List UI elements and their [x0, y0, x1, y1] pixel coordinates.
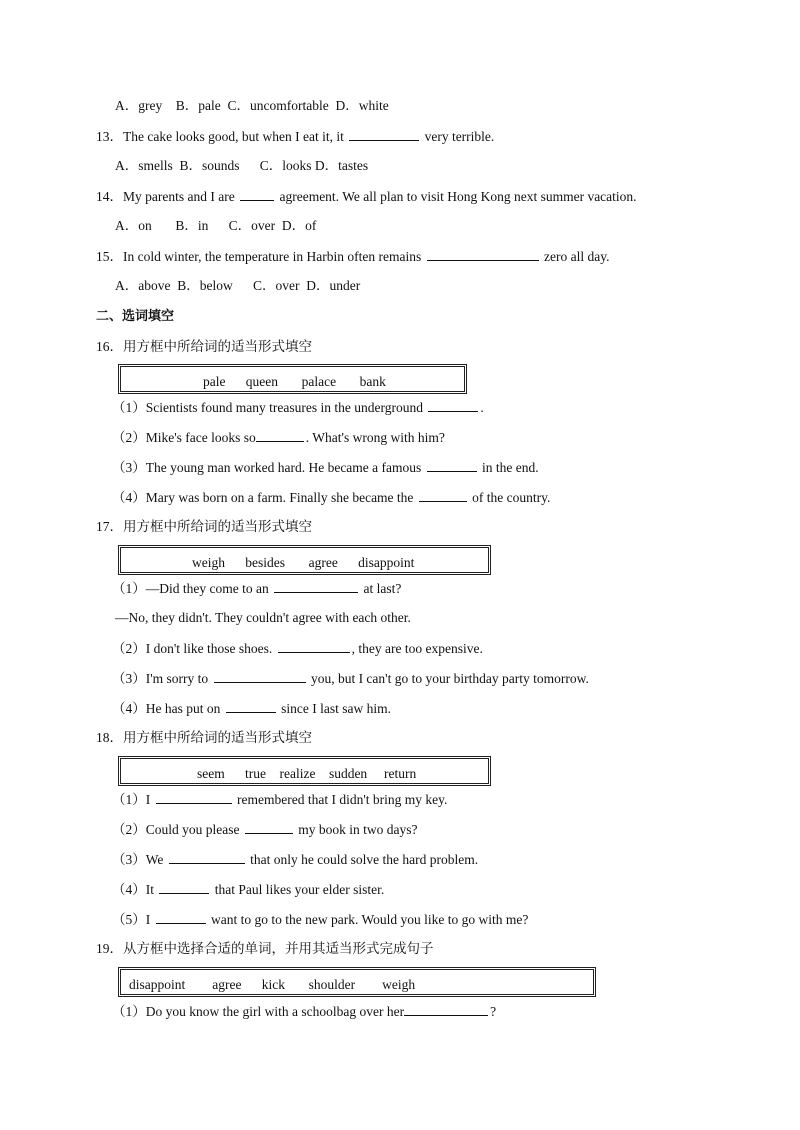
item-text-before: （1）Do you know the girl with a schoolbag over her	[112, 1004, 405, 1019]
q18-item	[112, 850, 478, 869]
q17-item	[112, 639, 483, 658]
q18-word-box	[118, 756, 491, 786]
q13-blank[interactable]	[349, 127, 419, 141]
q13-options: A．smells B．sounds C．looks D．tastes	[115, 158, 369, 173]
item-text-before: （4）He has put on	[112, 701, 224, 716]
item-text-after: , they are too expensive.	[351, 641, 483, 656]
answer-blank[interactable]	[404, 1002, 488, 1016]
answer-blank[interactable]	[428, 398, 478, 412]
item-text-before: （1）—Did they come to an	[112, 581, 273, 596]
item-text-after: my book in two days?	[294, 822, 418, 837]
q19-instruction	[96, 940, 434, 958]
item-text-after: remembered that I didn't bring my key.	[233, 792, 448, 807]
q18-number: 18．	[96, 730, 123, 745]
answer-blank[interactable]	[156, 910, 206, 924]
item-text-after: at last?	[360, 581, 402, 596]
item-text-before: （2）Could you please	[112, 822, 243, 837]
q13-question	[96, 127, 494, 146]
answer-blank[interactable]	[245, 820, 293, 834]
q15-question	[96, 247, 609, 266]
item-text-before: （2）I don't like those shoes.	[112, 641, 276, 656]
q18-item	[112, 820, 418, 839]
q16-item	[112, 428, 445, 447]
q17-item	[112, 579, 401, 598]
answer-blank[interactable]	[159, 880, 209, 894]
q16-instruction-text: 用方框中所给词的适当形式填空	[123, 339, 312, 354]
q19-number: 19．	[96, 941, 123, 956]
item-text-before: （1）Scientists found many treasures in the underground	[112, 400, 427, 415]
q19-instruction-text: 从方框中选择合适的单词，并用其适当形式完成句子	[123, 941, 434, 956]
q19-word-list: disappoint agree kick shoulder weigh	[129, 977, 416, 992]
q17-item	[115, 609, 411, 627]
q14-number: 14．	[96, 189, 123, 204]
item-text-before: （3）We	[112, 852, 167, 867]
q13-text-after: very terrible.	[421, 129, 495, 144]
q14-text-before: My parents and I are	[123, 189, 239, 204]
q16-item	[112, 488, 550, 507]
item-text-after: since I last saw him.	[277, 701, 391, 716]
item-text: —No, they didn't. They couldn't agree with each other.	[115, 610, 411, 625]
q14-question	[96, 187, 637, 206]
q18-instruction-text: 用方框中所给词的适当形式填空	[123, 730, 312, 745]
q14-text-after: agreement. We all plan to visit Hong Kong next summer vacation.	[276, 189, 637, 204]
q17-number: 17．	[96, 519, 123, 534]
q15-blank[interactable]	[427, 247, 539, 261]
q16-number: 16．	[96, 339, 123, 354]
q17-word-list: weigh besides agree disappoint	[192, 555, 415, 570]
item-text-before: （3）The young man worked hard. He became a famous	[112, 460, 425, 475]
q19-item	[112, 1002, 496, 1021]
answer-blank[interactable]	[169, 850, 245, 864]
q14-options: A．on B．in C．over D．of	[115, 218, 317, 233]
q17-item	[112, 699, 391, 718]
item-text-after: of the country.	[468, 490, 551, 505]
q18-item	[112, 910, 528, 929]
item-text-after: . What's wrong with him?	[305, 430, 445, 445]
q18-word-list: seem true realize sudden return	[197, 766, 417, 781]
answer-blank[interactable]	[256, 428, 304, 442]
item-text-after: want to go to the new park. Would you like to go with me?	[207, 912, 529, 927]
answer-blank[interactable]	[214, 669, 306, 683]
q17-word-box	[118, 545, 491, 575]
q19-word-box	[118, 967, 596, 997]
q18-instruction	[96, 729, 312, 747]
q13-number: 13．	[96, 129, 123, 144]
q16-word-box	[118, 364, 467, 394]
q15-text-after: zero all day.	[540, 249, 610, 264]
item-text-before: （2）Mike's face looks so	[112, 430, 256, 445]
q15-options: A．above B．below C．over D．under	[115, 278, 361, 293]
q16-item	[112, 398, 484, 417]
answer-blank[interactable]	[274, 579, 358, 593]
item-text-after: you, but I can't go to your birthday party tomorrow.	[307, 671, 589, 686]
q16-instruction	[96, 338, 312, 356]
item-text-before: （3）I'm sorry to	[112, 671, 212, 686]
item-text-before: （5）I	[112, 912, 154, 927]
q17-item	[112, 669, 589, 688]
answer-blank[interactable]	[226, 699, 276, 713]
q17-instruction-text: 用方框中所给词的适当形式填空	[123, 519, 312, 534]
q18-item	[112, 790, 447, 809]
q16-item	[112, 458, 539, 477]
answer-blank[interactable]	[427, 458, 477, 472]
answer-blank[interactable]	[156, 790, 232, 804]
q16-word-list: pale queen palace bank	[203, 374, 386, 389]
q15-text-before: In cold winter, the temperature in Harbin often remains	[123, 249, 425, 264]
item-text-after: ?	[490, 1004, 497, 1019]
item-text-before: （4）Mary was born on a farm. Finally she became the	[112, 490, 417, 505]
section-title: 二、选词填空	[96, 309, 175, 324]
q13-text-before: The cake looks good, but when I eat it, it	[123, 129, 348, 144]
item-text-after: that Paul likes your elder sister.	[211, 882, 385, 897]
q14-blank[interactable]	[240, 187, 274, 201]
answer-blank[interactable]	[419, 488, 467, 502]
q15-number: 15．	[96, 249, 123, 264]
q18-item	[112, 880, 384, 899]
answer-blank[interactable]	[278, 639, 350, 653]
item-text-before: （4）It	[112, 882, 158, 897]
item-text-after: in the end.	[478, 460, 539, 475]
q12-options: A．grey B．pale C．uncomfortable D．white	[115, 98, 389, 113]
item-text-after: .	[480, 400, 484, 415]
item-text-before: （1）I	[112, 792, 154, 807]
item-text-after: that only he could solve the hard problem.	[246, 852, 479, 867]
q17-instruction	[96, 518, 312, 536]
